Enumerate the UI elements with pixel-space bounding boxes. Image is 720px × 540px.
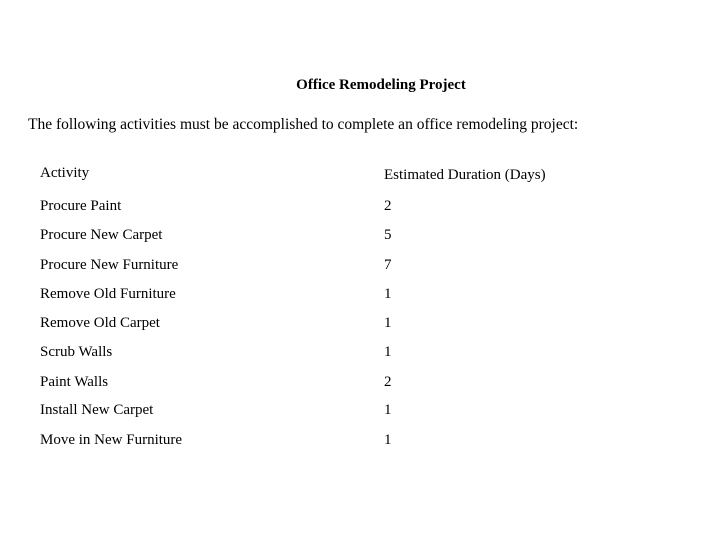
table-header-row bbox=[40, 161, 640, 183]
table-row bbox=[40, 312, 640, 334]
duration-cell: 1 bbox=[384, 402, 392, 418]
activity-table bbox=[40, 0, 640, 540]
table-row bbox=[40, 254, 640, 276]
header-activity: Activity bbox=[40, 165, 90, 181]
activity-cell: Remove Old Carpet bbox=[40, 315, 160, 331]
duration-cell: 5 bbox=[384, 227, 392, 243]
intro-paragraph: The following activities must be accomplished to complete an office remodeling project: bbox=[28, 116, 579, 133]
table-row bbox=[40, 283, 640, 305]
activity-cell: Procure Paint bbox=[40, 198, 122, 214]
table-row bbox=[40, 429, 640, 451]
duration-cell: 1 bbox=[384, 315, 392, 331]
table-row bbox=[40, 195, 640, 217]
activity-cell: Move in New Furniture bbox=[40, 432, 183, 448]
duration-cell: 7 bbox=[384, 257, 392, 273]
duration-cell: 1 bbox=[384, 432, 392, 448]
page-title: Office Remodeling Project bbox=[296, 77, 466, 93]
duration-cell: 1 bbox=[384, 344, 392, 360]
activity-cell: Procure New Furniture bbox=[40, 257, 179, 273]
activity-cell: Remove Old Furniture bbox=[40, 286, 176, 302]
table-row bbox=[40, 341, 640, 363]
activity-cell: Paint Walls bbox=[40, 374, 109, 390]
table-row bbox=[40, 371, 640, 393]
header-duration: Estimated Duration (Days) bbox=[384, 167, 546, 183]
activity-cell: Procure New Carpet bbox=[40, 227, 163, 243]
activity-cell: Scrub Walls bbox=[40, 344, 113, 360]
duration-cell: 1 bbox=[384, 286, 392, 302]
duration-cell: 2 bbox=[384, 198, 392, 214]
activity-cell: Install New Carpet bbox=[40, 402, 154, 418]
table-row bbox=[40, 224, 640, 246]
duration-cell: 2 bbox=[384, 374, 392, 390]
table-row bbox=[40, 399, 640, 421]
